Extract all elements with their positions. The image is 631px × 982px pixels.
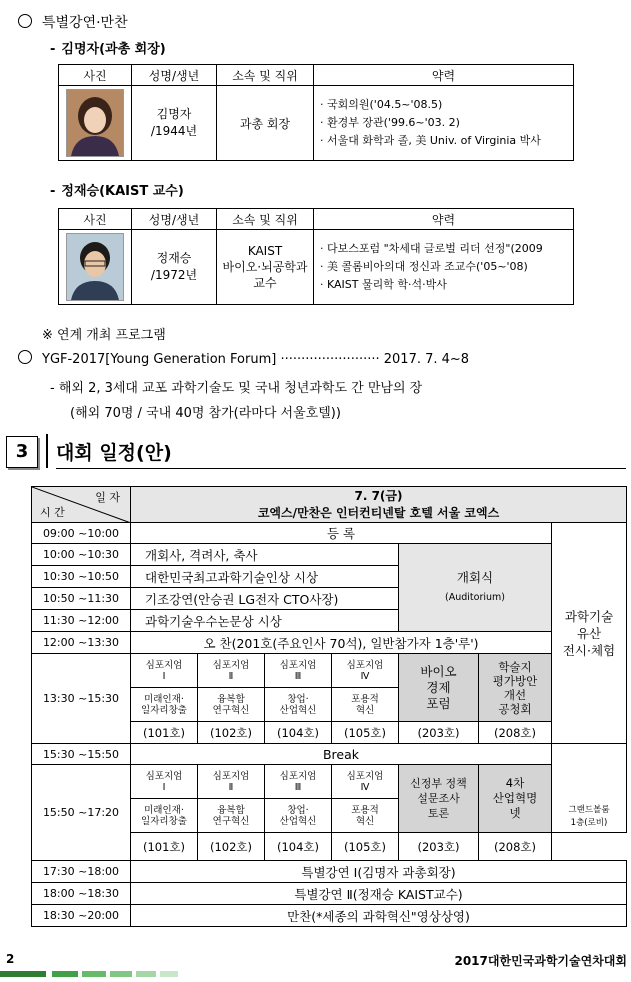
footer-bar bbox=[0, 971, 46, 977]
ygf-description: - 해외 2, 3세대 교포 과학기술도 및 국내 청년과학도 간 만남의 장 bbox=[50, 381, 423, 396]
symposium-4-topic: 포용적 혁신 bbox=[332, 799, 399, 833]
position-line: 바이오·뇌공학과 bbox=[222, 260, 308, 274]
header-position: 소속 및 직위 bbox=[217, 65, 314, 86]
time-cell: 10:50 ~11:30 bbox=[32, 588, 131, 610]
symposium-1-topic: 미래인재· 일자리창출 bbox=[131, 688, 198, 722]
event-dinner: 만찬(*세종의 과학혁신"영상상영) bbox=[131, 905, 627, 927]
event-award: 대한민국최고과학기술인상 시상 bbox=[131, 566, 399, 588]
special-lecture-heading: 특별강연·만찬 bbox=[18, 12, 128, 32]
page-number: 2 bbox=[6, 952, 15, 966]
ygf-line: YGF-2017[Young Generation Forum] ························ 2017. 7. 4~8 bbox=[18, 350, 469, 367]
event-lunch: 오 찬(201호(주요인사 70석), 일반참가자 1층'루') bbox=[131, 632, 552, 654]
header-career: 약력 bbox=[314, 65, 574, 86]
person-birth: /1972년 bbox=[150, 268, 198, 282]
opening-label: 개회식 bbox=[456, 569, 494, 585]
symposium-3-topic: 창업· 산업혁신 bbox=[265, 799, 332, 833]
room-label: (208호) bbox=[479, 833, 552, 861]
room-label: (208호) bbox=[479, 722, 552, 744]
portrait-photo bbox=[66, 89, 124, 157]
person-name: 김명자 bbox=[156, 107, 192, 121]
event-paper-award: 과학기술우수논문상 시상 bbox=[131, 610, 399, 632]
section-title: 대회 일정(안) bbox=[56, 442, 172, 464]
time-cell: 15:30 ~15:50 bbox=[32, 744, 131, 765]
symposium-4-topic: 포용적 혁신 bbox=[332, 688, 399, 722]
career-item: · 다보스포럼 "차세대 글로벌 리더 선정"(2009 bbox=[320, 240, 567, 258]
time-cell: 17:30 ~18:00 bbox=[32, 861, 131, 883]
career-item: · 서울대 화학과 졸, 美 Univ. of Virginia 박사 bbox=[320, 132, 567, 150]
name-cell bbox=[132, 86, 217, 161]
section-heading bbox=[0, 432, 631, 470]
time-cell: 11:30 ~12:00 bbox=[32, 610, 131, 632]
exhibit-line: 과학기술 bbox=[564, 608, 614, 624]
corner-date-label: 일 자 bbox=[95, 491, 120, 504]
person1-subheading: - 김명자(과총 회장) bbox=[50, 42, 166, 57]
career-item: · 국회의원('04.5~'08.5) bbox=[320, 96, 567, 114]
room-label: (102호) bbox=[198, 722, 265, 744]
corner-time-label: 시 간 bbox=[40, 506, 65, 519]
related-program-note: ※ 연계 개최 프로그램 bbox=[42, 328, 166, 343]
symposium-2-title: 심포지엄 Ⅱ bbox=[198, 765, 265, 799]
photo-cell bbox=[59, 230, 132, 305]
room-label: (104호) bbox=[265, 833, 332, 861]
career-item: · 美 콜롬비아의대 정신과 조교수('05~'08) bbox=[320, 258, 567, 276]
photo-cell bbox=[59, 86, 132, 161]
opening-venue: (Auditorium) bbox=[445, 591, 505, 603]
opening-ceremony-cell bbox=[399, 544, 552, 632]
symposium-4-title: 심포지엄 Ⅳ bbox=[332, 765, 399, 799]
exhibit-line: 유산 bbox=[576, 625, 602, 641]
person-birth: /1944년 bbox=[150, 124, 198, 138]
symposium-2-topic: 융복합 연구혁신 bbox=[198, 799, 265, 833]
footer-title: 2017대한민국과학기술연차대회 bbox=[454, 954, 627, 968]
header-position: 소속 및 직위 bbox=[217, 209, 314, 230]
footer-bar bbox=[110, 971, 132, 977]
room-label: (101호) bbox=[131, 722, 198, 744]
time-cell: 09:00 ~10:00 bbox=[32, 523, 131, 544]
portrait-photo bbox=[66, 233, 124, 301]
symposium-2-topic: 융복합 연구혁신 bbox=[198, 688, 265, 722]
room-label: (101호) bbox=[131, 833, 198, 861]
circle-bullet-icon bbox=[18, 14, 32, 28]
fourth-industry-cell: 4차 산업혁명 넷 bbox=[479, 765, 552, 833]
career-item: · 환경부 장관('99.6~'03. 2) bbox=[320, 114, 567, 132]
policy-survey-cell: 신정부 정책 설문조사 토론 bbox=[399, 765, 479, 833]
symposium-2-title: 심포지엄 Ⅱ bbox=[198, 654, 265, 688]
footer-bar bbox=[52, 971, 78, 977]
date-header bbox=[131, 487, 627, 523]
symposium-3-topic: 창업· 산업혁신 bbox=[265, 688, 332, 722]
event-opening-remarks: 개회사, 격려사, 축사 bbox=[131, 544, 399, 566]
exhibition-cell bbox=[552, 523, 627, 744]
header-career: 약력 bbox=[314, 209, 574, 230]
room-label: (102호) bbox=[198, 833, 265, 861]
corner-cell bbox=[32, 487, 131, 523]
time-cell: 15:50 ~17:20 bbox=[32, 765, 131, 861]
schedule-venue: 코엑스/만찬은 인터컨티넨탈 호텔 서울 코엑스 bbox=[257, 505, 500, 520]
career-item: · KAIST 물리학 학·석·박사 bbox=[320, 276, 567, 294]
event-special-lecture-1: 특별강연 Ⅰ(김명자 과총회장) bbox=[131, 861, 627, 883]
position-cell: 과총 회장 bbox=[217, 86, 314, 161]
header-photo: 사진 bbox=[59, 65, 132, 86]
section-number: 3 bbox=[6, 436, 38, 468]
person2-table bbox=[58, 208, 574, 305]
career-cell bbox=[314, 230, 574, 305]
room-label: (203호) bbox=[399, 833, 479, 861]
event-keynote: 기조강연(안승권 LG전자 CTO사장) bbox=[131, 588, 399, 610]
event-registration: 등 록 bbox=[131, 523, 552, 544]
ygf-participants: (해외 70명 / 국내 40명 참가(라마다 서울호텔)) bbox=[70, 406, 341, 421]
symposium-1-topic: 미래인재· 일자리창출 bbox=[131, 799, 198, 833]
time-cell: 10:00 ~10:30 bbox=[32, 544, 131, 566]
section-underline bbox=[56, 468, 626, 469]
header-name: 성명/생년 bbox=[132, 65, 217, 86]
room-label: (105호) bbox=[332, 833, 399, 861]
time-cell: 13:30 ~15:30 bbox=[32, 654, 131, 744]
exhibit-line: 전시·체험 bbox=[562, 642, 616, 658]
time-cell: 18:30 ~20:00 bbox=[32, 905, 131, 927]
footer-bar bbox=[136, 971, 156, 977]
room-label: (203호) bbox=[399, 722, 479, 744]
schedule-date: 7. 7(금) bbox=[354, 488, 403, 503]
symposium-1-title: 심포지엄 Ⅰ bbox=[131, 654, 198, 688]
person2-subheading: - 정재승(KAIST 교수) bbox=[50, 184, 184, 199]
symposium-1-title: 심포지엄 Ⅰ bbox=[131, 765, 198, 799]
header-photo: 사진 bbox=[59, 209, 132, 230]
exhibition-location-cell: 그랜드볼룸 1층(로비) bbox=[552, 744, 627, 833]
position-cell bbox=[217, 230, 314, 305]
bio-forum-cell: 바이오 경제 포럼 bbox=[399, 654, 479, 722]
time-cell: 12:00 ~13:30 bbox=[32, 632, 131, 654]
hearing-cell: 학술지 평가방안 개선 공청회 bbox=[479, 654, 552, 722]
circle-bullet-icon bbox=[18, 350, 32, 364]
event-special-lecture-2: 특별강연 Ⅱ(정재승 KAIST교수) bbox=[131, 883, 627, 905]
name-cell bbox=[132, 230, 217, 305]
position-line: KAIST bbox=[247, 244, 283, 258]
time-cell: 10:30 ~10:50 bbox=[32, 566, 131, 588]
section-divider bbox=[46, 434, 48, 468]
symposium-3-title: 심포지엄 Ⅲ bbox=[265, 654, 332, 688]
symposium-3-title: 심포지엄 Ⅲ bbox=[265, 765, 332, 799]
time-cell: 18:00 ~18:30 bbox=[32, 883, 131, 905]
header-name: 성명/생년 bbox=[132, 209, 217, 230]
room-label: (105호) bbox=[332, 722, 399, 744]
career-cell bbox=[314, 86, 574, 161]
event-break: Break bbox=[131, 744, 552, 765]
person-name: 정재승 bbox=[156, 251, 192, 265]
footer-bar bbox=[160, 971, 178, 977]
person1-table bbox=[58, 64, 574, 161]
symposium-4-title: 심포지엄 Ⅳ bbox=[332, 654, 399, 688]
position-line: 교수 bbox=[253, 276, 277, 290]
room-label: (104호) bbox=[265, 722, 332, 744]
schedule-table bbox=[31, 486, 627, 927]
footer-bar bbox=[82, 971, 106, 977]
